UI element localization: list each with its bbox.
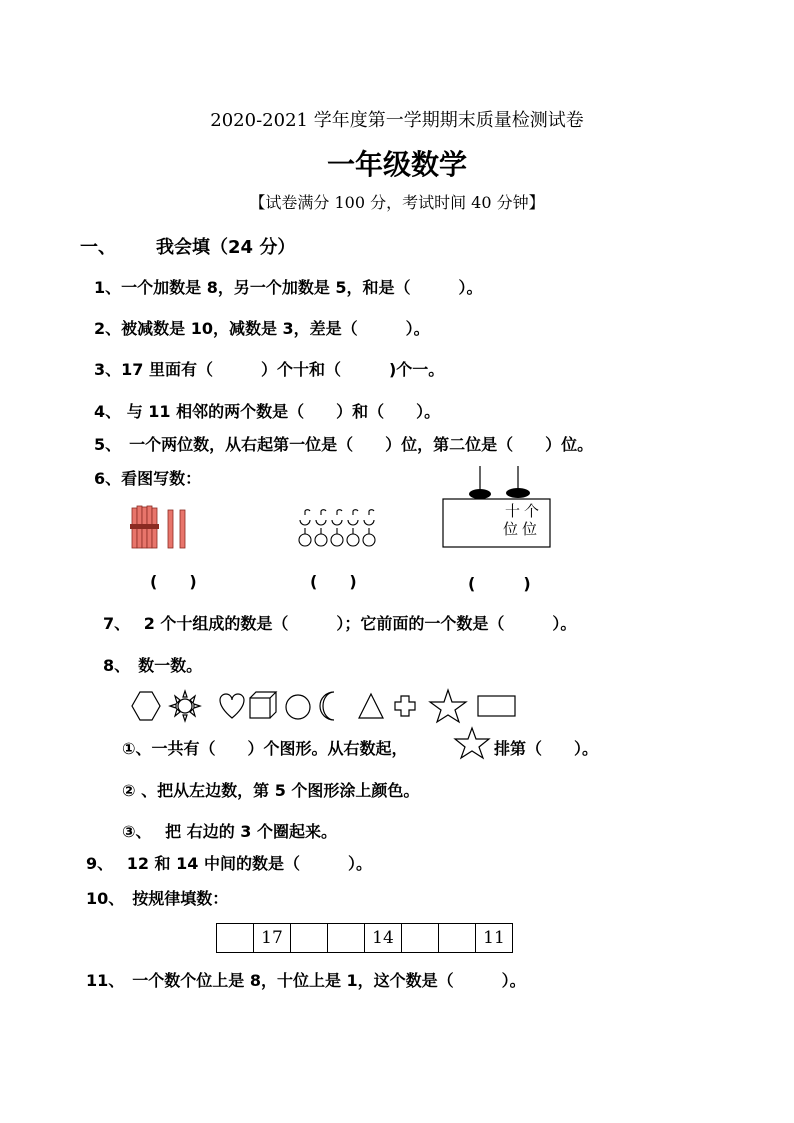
exam-subtitle: 2020-2021 学年度第一学期期末质量检测试卷 <box>210 110 584 131</box>
bead-row-top <box>300 510 374 525</box>
question-6: 6、看图写数： <box>94 469 202 488</box>
question-8-2: ② 、把从左边数，第 5 个图形涂上颜色。 <box>122 781 420 800</box>
question-8-1b: 排第（ ）。 <box>494 739 599 758</box>
beads-picture <box>296 506 386 550</box>
answer-blank-3[interactable]: ( ) <box>468 574 531 593</box>
cross-icon <box>395 696 415 716</box>
sequence-cell[interactable] <box>402 924 439 953</box>
question-3: 3、17 里面有（ ）个十和（ )个一。 <box>94 360 445 379</box>
sequence-cell[interactable] <box>217 924 254 953</box>
sun-icon <box>170 691 200 721</box>
circle-icon <box>286 695 310 719</box>
single-stick-icon <box>168 510 173 548</box>
question-5: 5、 一个两位数，从右起第一位是（ ）位，第二位是（ ）位。 <box>94 435 594 454</box>
sequence-cell: 17 <box>254 924 291 953</box>
cube-icon <box>250 692 276 718</box>
question-1: 1、一个加数是 8，另一个加数是 5，和是（ ）。 <box>94 278 483 297</box>
question-2: 2、被减数是 10，减数是 3，差是（ ）。 <box>94 319 430 338</box>
triangle-icon <box>359 694 383 718</box>
single-stick-icon <box>180 510 185 548</box>
sequence-cell[interactable] <box>291 924 328 953</box>
section-title: 我会填（24 分） <box>156 237 296 258</box>
question-8-3: ③、 把 右边的 3 个圈起来。 <box>122 822 337 841</box>
question-4: 4、 与 11 相邻的两个数是（ ）和（ ）。 <box>94 402 441 421</box>
abacus-tens-label: 十 <box>505 502 521 520</box>
hexagon-icon <box>132 692 160 720</box>
exam-title: 一年级数学 <box>326 148 467 181</box>
shapes-row <box>130 688 520 724</box>
star-icon <box>454 727 490 759</box>
question-7: 7、 2 个十组成的数是（ ）；它前面的一个数是（ ）。 <box>103 614 577 633</box>
star-icon <box>430 690 466 722</box>
question-8: 8、 数一数。 <box>103 656 203 675</box>
sequence-cell[interactable] <box>439 924 476 953</box>
bead-row-bottom <box>299 528 375 546</box>
rectangle-icon <box>478 696 515 716</box>
abacus-place-label: 位 <box>522 520 538 538</box>
sequence-cell: 11 <box>476 924 513 953</box>
tens-bead-icon <box>469 489 491 499</box>
sequence-cell[interactable] <box>328 924 365 953</box>
stick-bundle-picture <box>128 504 198 550</box>
sequence-table <box>216 923 513 953</box>
abacus-place-label: 位 <box>503 520 519 538</box>
moon-icon <box>320 692 334 720</box>
stick-bundle-icon <box>130 506 159 548</box>
question-10: 10、 按规律填数： <box>86 889 229 908</box>
answer-blank-2[interactable]: ( ) <box>310 572 357 591</box>
sequence-cell: 14 <box>365 924 402 953</box>
ones-bead-icon <box>506 488 530 498</box>
question-11: 11、 一个数个位上是 8，十位上是 1，这个数是（ ）。 <box>86 971 526 990</box>
answer-blank-1[interactable]: ( ) <box>150 572 197 591</box>
question-9: 9、 12 和 14 中间的数是（ ）。 <box>86 854 372 873</box>
question-8-1a: ①、一共有（ ）个图形。从右数起， <box>122 739 408 758</box>
abacus-ones-label: 个 <box>524 502 540 520</box>
exam-note: 【试卷满分 100 分，考试时间 40 分钟】 <box>249 193 545 212</box>
section-number: 一、 <box>80 237 116 258</box>
heart-icon <box>220 694 244 718</box>
